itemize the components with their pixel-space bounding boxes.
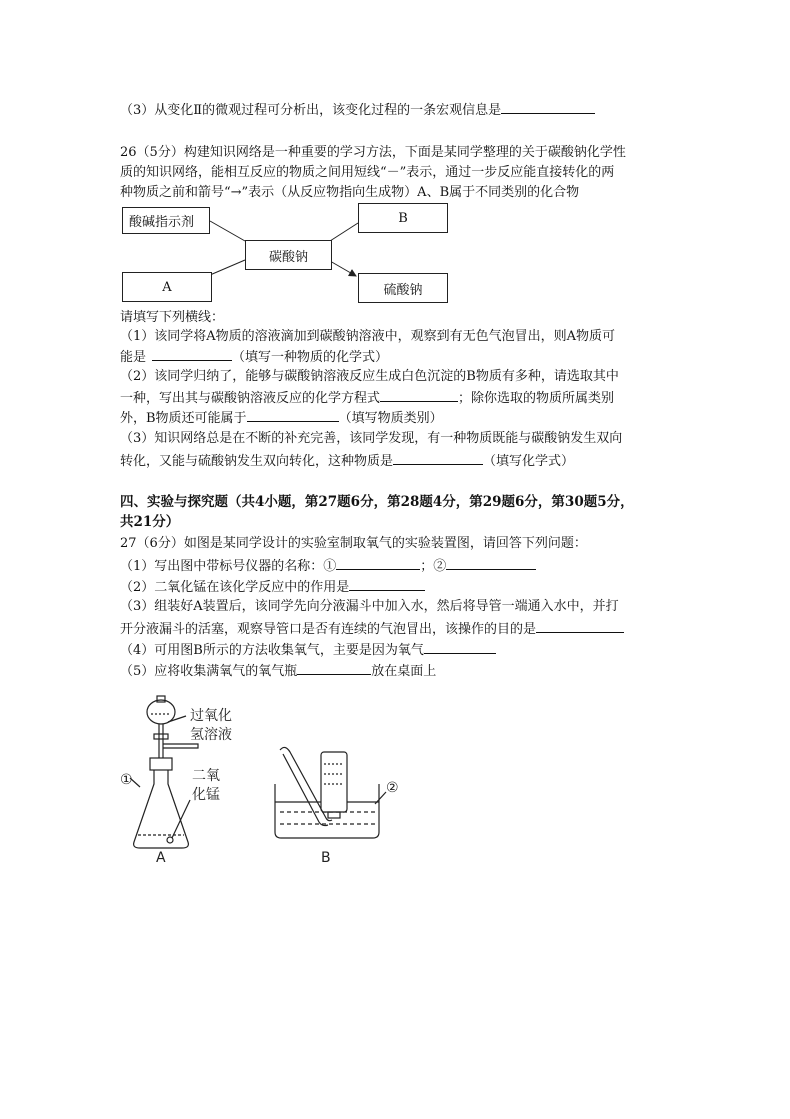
q26-p1-pre: 能是: [120, 350, 147, 365]
q26-p3-line-b: [120, 451, 574, 471]
q27-p1-blank-1[interactable]: [336, 556, 420, 570]
q25-part3-text: （3）从变化Ⅱ的微观过程可分析出，该变化过程的一条宏观信息是: [120, 103, 502, 118]
marker2-leader: [375, 792, 386, 804]
q27-p4-blank[interactable]: [424, 640, 496, 654]
q26-p2-equation-blank[interactable]: [380, 388, 458, 402]
arrow-to-sulfate: [330, 261, 356, 276]
q27-p4-line: [120, 640, 496, 660]
q27-p3-pre: 开分液漏斗的活塞，观察导管口是否有连续的气泡冒出，该操作的目的是: [120, 622, 537, 637]
diagram-a-label: A: [162, 279, 172, 295]
label-mno2-line-1: 二氧: [192, 768, 220, 784]
q26-intro-line-3: 种物质之前和箭号“→”表示（从反应物指向生成物）A、B属于不同类别的化合物: [120, 185, 580, 200]
q27-p2-pre: （2）二氧化锰在该化学反应中的作用是: [120, 580, 350, 595]
gas-collection-bottle: [321, 752, 347, 812]
separatory-funnel-bulb: [147, 700, 175, 724]
connector-b: [330, 223, 358, 241]
label-mno2-line-2: 化锰: [192, 787, 220, 803]
q27-p5-pre: （5）应将收集满氧气的氧气瓶: [120, 664, 298, 679]
q26-p1-post: （填写一种物质的化学式）: [232, 350, 389, 365]
q26-prompt: 请填写下列横线：: [120, 310, 225, 325]
q26-p2-pre: 一种，写出其与碳酸钠溶液反应的化学方程式: [120, 391, 381, 406]
connector-indicator: [210, 221, 245, 241]
diagram-box-sulfate: [358, 273, 448, 303]
oxygen-apparatus-figure: [120, 692, 410, 872]
q26-p3-line-a: （3）知识网络总是在不断的补充完善，该同学发现，有一种物质既能与碳酸钠发生双向: [120, 431, 623, 446]
q27-p5-post: 放在桌面上: [371, 664, 437, 679]
label-h2o2-line-2: 氢溶液: [190, 727, 232, 743]
delivery-tube-a: [163, 744, 198, 748]
q26-p1-line-a: （1）该同学将A物质的溶液滴加到碳酸钠溶液中，观察到有无色气泡冒出，则A物质可: [120, 329, 616, 344]
caption-a: A: [156, 850, 166, 866]
apparatus-a: [130, 696, 198, 848]
q26-p2c-pre: 外，B物质还可能属于: [120, 411, 247, 426]
diagram-box-indicator: [122, 207, 210, 234]
q26-p2-post: ；除你选取的物质所属类别: [458, 391, 615, 406]
caption-b: B: [321, 850, 331, 866]
q26-p3-blank[interactable]: [393, 451, 483, 465]
q26-p3-post: （填写化学式）: [483, 454, 575, 469]
diagram-indicator-label: 酸碱指示剂: [129, 215, 195, 230]
q27-p1-pre: （1）写出图中带标号仪器的名称：①: [120, 559, 337, 574]
q27-p2-blank[interactable]: [349, 577, 425, 591]
connector-a: [210, 260, 245, 275]
h2o2-leader: [168, 716, 186, 722]
mno2-leader: [172, 800, 190, 838]
q27-p1-mid: ；②: [420, 559, 447, 574]
apparatus-b: [275, 747, 386, 838]
funnel-stopcock: [154, 734, 168, 739]
diagram-box-b: [358, 203, 448, 233]
diagram-box-center: [245, 240, 332, 270]
diagram-sulfate-label: 硫酸钠: [383, 282, 423, 298]
q26-p2-category-blank[interactable]: [247, 408, 339, 422]
q27-intro: 27（6分）如图是某同学设计的实验室制取氧气的实验装置图，请回答下列问题：: [120, 536, 587, 551]
q27-p1-line: [120, 556, 536, 576]
q26-p1-blank[interactable]: [152, 347, 232, 361]
marker-1: ①: [120, 772, 133, 788]
q27-p2-line: [120, 577, 425, 597]
q26-p2c-post: （填写物质类别）: [338, 411, 443, 426]
q27-p3-line-b: [120, 619, 624, 639]
q26-p2-line-c: [120, 408, 443, 428]
q26-p1-line-b: [120, 347, 388, 367]
funnel-stopper: [157, 696, 165, 702]
q26-intro-line-1: 26（5分）构建知识网络是一种重要的学习方法，下面是某同学整理的关于碳酸钠化学性: [120, 145, 626, 160]
section4-heading-line-2: 共21分）: [120, 514, 180, 530]
section4-heading-line-1: 四、实验与探究题（共4小题，第27题6分，第28题4分，第29题6分，第30题5分，: [120, 494, 634, 510]
q26-p2-line-a: （2）该同学归纳了，能够与碳酸钠溶液反应生成白色沉淀的B物质有多种，请选取其中: [120, 369, 619, 384]
conical-flask: [134, 770, 189, 848]
q26-p2-line-b: [120, 388, 614, 408]
q27-p3-line-a: （3）组装好A装置后，该同学先向分液漏斗中加入水，然后将导管一端通入水中，并打: [120, 599, 619, 614]
diagram-b-label: B: [398, 210, 408, 226]
label-h2o2-line-1: 过氧化: [190, 708, 232, 724]
diagram-center-label: 碳酸钠: [268, 249, 308, 265]
bottle-mouth: [328, 812, 340, 818]
q26-intro-line-2: 质的知识网络，能相互反应的物质之间用短线“－”表示，通过一步反应能直接转化的两: [120, 165, 615, 180]
q27-p5-blank[interactable]: [297, 661, 371, 675]
q27-p4-pre: （4）可用图B所示的方法收集氧气，主要是因为氧气: [120, 643, 424, 658]
rubber-stopper: [150, 758, 172, 770]
q27-p5-line: [120, 661, 436, 681]
marker-2: ②: [386, 780, 399, 796]
q27-p1-blank-2[interactable]: [446, 556, 536, 570]
diagram-box-a: [122, 272, 212, 302]
q27-p3-blank[interactable]: [536, 619, 624, 633]
q26-p3-pre: 转化，又能与硫酸钠发生双向转化，这种物质是: [120, 454, 394, 469]
